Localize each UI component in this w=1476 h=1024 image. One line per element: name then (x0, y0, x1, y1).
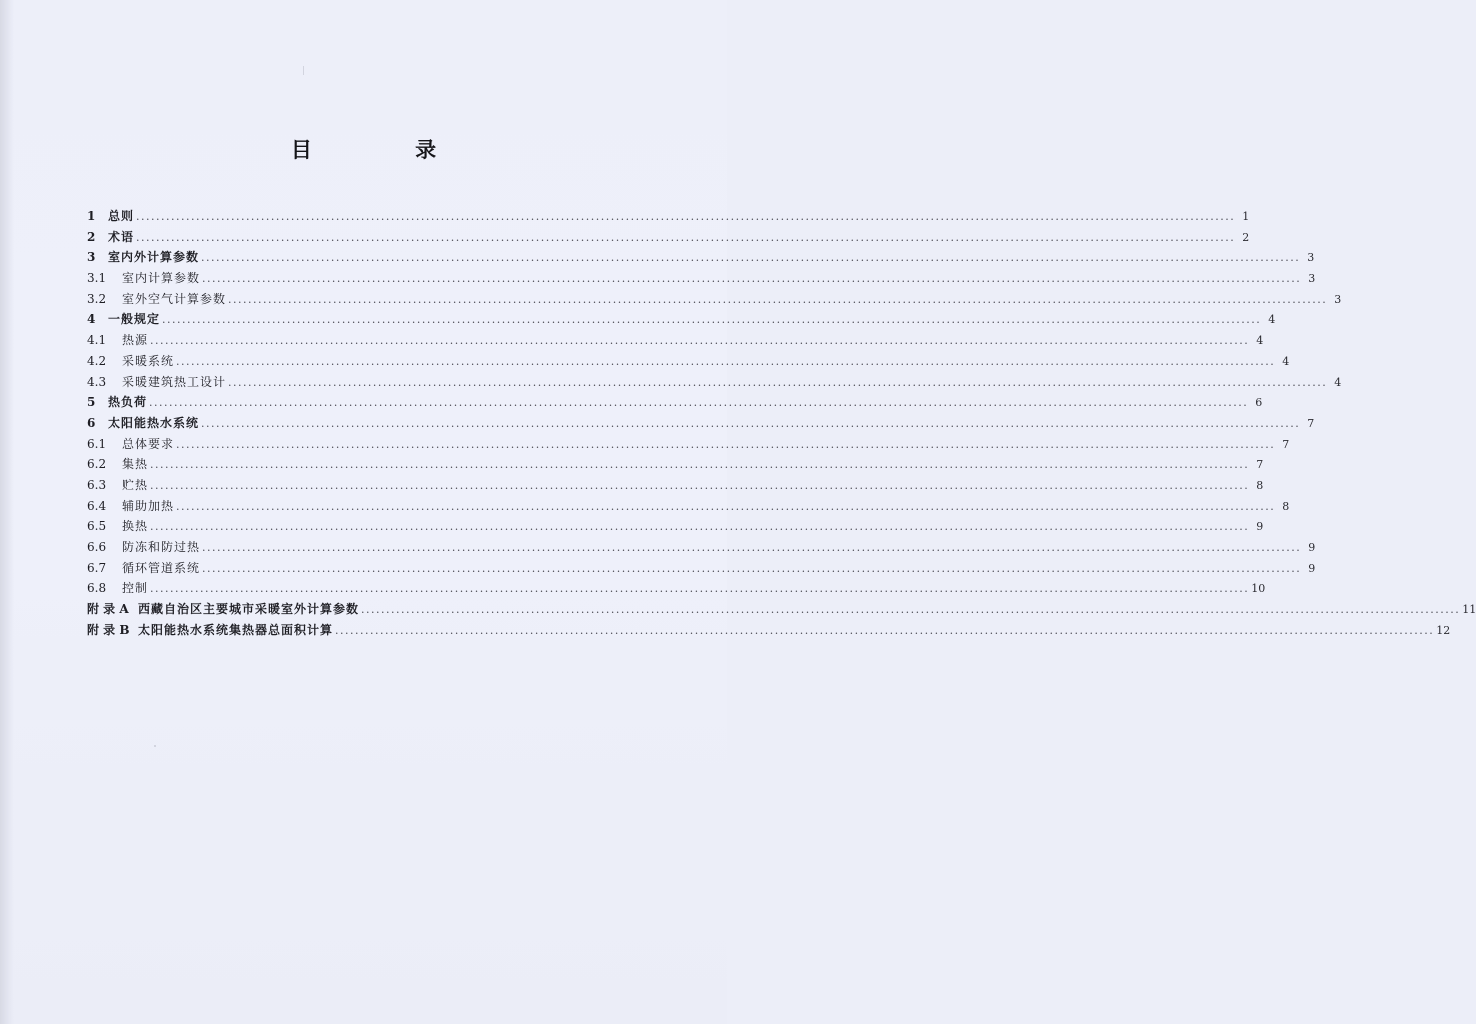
toc-dot-leader: ............................................................................................................................................................................................................................ (136, 210, 1236, 223)
toc-entry (87, 454, 1264, 475)
toc-entry-title: 室内外计算参数 (108, 250, 200, 265)
toc-dot-leader: ............................................................................................................................................................................................................................ (162, 313, 1262, 327)
toc-entry-title: 集热 (122, 457, 149, 472)
toc-entry-page: 3 (1307, 251, 1315, 265)
toc-entry-page: 4 (1334, 375, 1342, 389)
toc-entry-page: 9 (1308, 561, 1316, 575)
toc-entry-page: 6 (1255, 396, 1263, 410)
toc-entry-title: 室外空气计算参数 (122, 291, 227, 306)
toc-dot-leader: ............................................................................................................................................................................................................................ (228, 292, 1328, 306)
toc-entry-number: 4 (87, 312, 96, 327)
toc-entry-number: 6.6 (87, 540, 107, 554)
toc-entry-title: 术语 (108, 229, 135, 244)
toc-entry (87, 268, 1316, 289)
toc-entry (87, 558, 1316, 579)
toc-dot-leader: ............................................................................................................................................................................................................................ (150, 458, 1250, 472)
toc-dot-leader: ............................................................................................................................................................................................................................ (150, 478, 1250, 492)
toc-dot-leader: ............................................................................................................................................................................................................................ (202, 561, 1302, 575)
toc-entry (87, 247, 1315, 268)
toc-entry (87, 620, 1451, 641)
toc-entry-page: 7 (1282, 437, 1290, 451)
toc-dot-leader: ............................................................................................................................................................................................................................ (176, 354, 1276, 368)
toc-entry-title: 一般规定 (108, 312, 161, 327)
toc-entry-number: 6.1 (87, 436, 107, 451)
toc-entry-title: 总体要求 (122, 436, 175, 451)
toc-entry-title: 防冻和防过热 (122, 540, 201, 554)
toc-entry-title: 采暖系统 (122, 353, 175, 368)
toc-entry (87, 309, 1276, 330)
scan-speck (154, 745, 156, 747)
toc-entry-title: 太阳能热水系统 (108, 415, 200, 430)
toc-entry-page: 8 (1282, 499, 1290, 513)
toc-entry-number: 1 (87, 209, 96, 223)
toc-entry-number: 6.7 (87, 560, 107, 575)
toc-entry-page: 3 (1334, 292, 1342, 306)
toc-entry-page: 2 (1242, 230, 1250, 244)
toc-entry-title: 室内计算参数 (122, 271, 201, 286)
toc-entry-number: 6.8 (87, 581, 107, 596)
toc-dot-leader: ............................................................................................................................................................................................................................ (202, 272, 1302, 286)
toc-entry-number: 附 录 A (87, 602, 129, 617)
toc-dot-leader: ............................................................................................................................................................................................................................ (149, 396, 1249, 410)
toc-entry-page: 7 (1307, 416, 1315, 430)
toc-entry (87, 434, 1290, 455)
toc-dot-leader: ............................................................................................................................................................................................................................ (202, 541, 1302, 554)
toc-entry (87, 289, 1342, 310)
toc-entry (87, 475, 1264, 496)
toc-entry-page: 11 (1462, 603, 1476, 617)
toc-entry-number: 4.1 (87, 333, 107, 348)
toc-entry (87, 537, 1316, 558)
toc-entry-title: 西藏自治区主要城市采暖室外计算参数 (138, 602, 360, 617)
toc-entry (87, 496, 1290, 517)
toc-entry (87, 330, 1264, 351)
toc-entry-number: 6 (87, 415, 96, 430)
toc-dot-leader: ............................................................................................................................................................................................................................ (201, 416, 1301, 430)
toc-entry-title: 贮热 (122, 477, 149, 492)
toc-entry-page: 8 (1256, 478, 1264, 492)
toc-entry (87, 227, 1250, 248)
toc-entry-page: 12 (1436, 623, 1451, 637)
toc-entry (87, 351, 1290, 372)
toc-entry-number: 4.2 (87, 353, 107, 368)
toc-entry-title: 总则 (108, 209, 135, 223)
toc-entry-page: 4 (1256, 334, 1264, 348)
toc-dot-leader: ............................................................................................................................................................................................................................ (176, 437, 1276, 451)
toc-entry (87, 516, 1264, 537)
toc-entry-title: 热源 (122, 333, 149, 348)
toc-entry-title: 热负荷 (108, 395, 148, 410)
toc-entry-title: 换热 (122, 519, 149, 534)
toc-entry-page: 4 (1268, 313, 1276, 327)
toc-entry (87, 413, 1315, 434)
toc-dot-leader: ............................................................................................................................................................................................................................ (335, 623, 1435, 637)
toc-entry-number: 5 (87, 395, 96, 410)
toc-entry-title: 辅助加热 (122, 498, 175, 513)
toc-dot-leader: ............................................................................................................................................................................................................................ (228, 375, 1328, 389)
toc-dot-leader: ............................................................................................................................................................................................................................ (150, 582, 1250, 596)
toc-entry (87, 599, 1476, 620)
toc-entry-page: 1 (1242, 210, 1250, 223)
toc-entry-page: 7 (1256, 458, 1264, 472)
toc-entry-title: 采暖建筑热工设计 (122, 374, 227, 389)
toc-entry-title: 太阳能热水系统集热器总面积计算 (138, 622, 334, 637)
table-of-contents (87, 206, 1476, 640)
toc-entry-title: 控制 (122, 581, 149, 596)
page-title: 目 录 (290, 138, 485, 162)
toc-entry-page: 4 (1282, 354, 1290, 368)
toc-dot-leader: ............................................................................................................................................................................................................................ (150, 334, 1250, 348)
toc-dot-leader: ............................................................................................................................................................................................................................ (136, 230, 1236, 244)
toc-entry-number: 6.2 (87, 457, 107, 472)
toc-entry-number: 3.2 (87, 291, 107, 306)
toc-dot-leader: ............................................................................................................................................................................................................................ (176, 499, 1276, 513)
toc-entry (87, 206, 1250, 227)
toc-entry-title: 循环管道系统 (122, 560, 201, 575)
toc-entry-number: 2 (87, 229, 96, 244)
toc-entry-number: 4.3 (87, 374, 107, 389)
toc-entry-number: 6.5 (87, 519, 107, 534)
toc-entry-number: 3 (87, 250, 96, 265)
toc-dot-leader: ............................................................................................................................................................................................................................ (201, 251, 1301, 265)
toc-entry (87, 578, 1266, 599)
toc-entry-page: 3 (1308, 272, 1316, 286)
toc-dot-leader: ............................................................................................................................................................................................................................ (150, 520, 1250, 534)
scan-speck (303, 66, 304, 75)
toc-entry (87, 392, 1263, 413)
toc-entry-number: 3.1 (87, 271, 107, 286)
toc-entry-number: 6.3 (87, 477, 107, 492)
toc-dot-leader: ............................................................................................................................................................................................................................ (361, 603, 1461, 617)
toc-entry-page: 10 (1251, 582, 1266, 596)
toc-entry-page: 9 (1308, 541, 1316, 554)
toc-entry-number: 6.4 (87, 498, 107, 513)
toc-entry-number: 附 录 B (87, 622, 130, 637)
toc-entry (87, 372, 1342, 393)
toc-entry-page: 9 (1256, 520, 1264, 534)
